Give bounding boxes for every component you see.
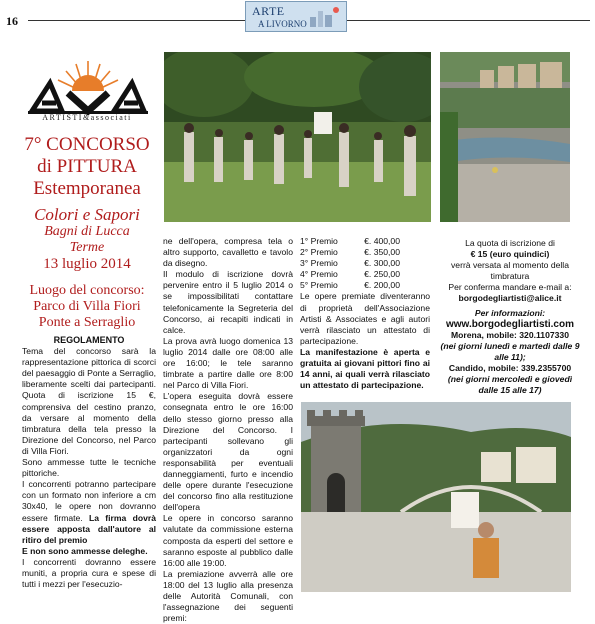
- masthead-illustration: [308, 5, 342, 27]
- paragraph: La prova avrà luogo domenica 13 luglio 2014 dalle ore 08:00 alle ore 16:00; le tele saranno timbrate a partire dalle ore 8:00 nel Parco di Villa Fiori.: [163, 335, 293, 391]
- prize-row: [300, 236, 430, 247]
- fee-note: verrà versata al momento della timbratura: [451, 260, 569, 282]
- prize-label: 3° Premio: [300, 258, 338, 269]
- bold-note: La manifestazione è aperta e gratuita ai giovani pittori fino ai 14 anni, ai quali verrà rilasciato un attestato di partecipazione.: [300, 346, 430, 391]
- subtitle-line-2: Bagni di Lucca: [44, 224, 130, 239]
- venue-label: Luogo del concorso:: [29, 283, 145, 298]
- column-rules-cont: [163, 236, 293, 624]
- prize-row: [300, 258, 430, 269]
- prize-label: 1° Premio: [300, 236, 338, 246]
- subtitle-line-3: Terme: [69, 240, 105, 255]
- photo-tower-and-painter: [301, 402, 571, 592]
- paragraph: Tema del concorso sarà la rappresentazione pittorica di scorci del paesaggio di Ponte a Serraglio, liberamente scelti dai partecipanti. Quota di iscrizione 15 €, comprensiva del cestino pranzo, da versare al momento della timbratura della tela presso la Direzione del Concorso, nel Parco di Villa Fiori.: [22, 346, 156, 456]
- masthead-title: ARTE: [252, 4, 285, 18]
- fee-amount: € 15 (euro quindici): [470, 249, 550, 260]
- prize-amount: €. 350,00: [364, 247, 400, 258]
- logo-brand: ARTISTI&associati: [42, 113, 132, 122]
- phone-morena: Morena, mobile: 320.1107330: [451, 329, 569, 340]
- paragraph: I concorrenti potranno partecipare con un formato non inferiore a cm 30x40, le opere non dovranno essere firmate.: [22, 479, 156, 523]
- subtitle: [14, 205, 160, 272]
- email-label: Per conferma mandare e-mail a:: [448, 282, 572, 293]
- prize-row: [300, 247, 430, 258]
- paragraph: La premiazione avverrà alle ore 18:00 del 13 luglio alla presenza delle Autorità Comunali, con l'assegnazione dei seguenti premi:: [163, 568, 293, 624]
- prize-amount: €. 250,00: [364, 269, 400, 280]
- photo-crowd-in-park: [164, 52, 431, 222]
- page-number: 16: [6, 14, 18, 28]
- venue-town: Ponte a Serraglio: [38, 315, 136, 330]
- title-line-3: Estemporanea: [33, 178, 141, 199]
- photo-river-village: [440, 52, 570, 222]
- paragraph: I concorrenti dovranno essere muniti, a propria cura e spese di tutti i mezzi per l'esecuzio-: [22, 556, 156, 590]
- prize-row: [300, 269, 430, 280]
- prize-amount: €. 300,00: [364, 258, 400, 269]
- paragraph: Il modulo di iscrizione dovrà pervenire entro il 5 luglio 2014 o se impossibilitati contattare telefonicamente la Segreteria del Concorso, ai recapiti indicati in calce.: [163, 269, 293, 335]
- prize-amount: €. 200,00: [364, 280, 400, 291]
- phone-candido-hours: (nei giorni mercoledì e giovedì dalle 15 alle 17): [447, 374, 573, 396]
- subtitle-date: 13 luglio 2014: [43, 256, 131, 272]
- column-contacts: [437, 238, 583, 396]
- prize-row: [300, 280, 430, 291]
- info-heading: Per informazioni:: [474, 307, 546, 318]
- prize-label: 5° Premio: [300, 280, 338, 291]
- phone-morena-hours: (nei giorni lunedì e martedì dalle 9 alle 11);: [440, 340, 580, 362]
- paragraph: Sono ammesse tutte le tecniche pittoriche.: [22, 457, 156, 479]
- website-link[interactable]: www.borgodegliartisti.com: [446, 318, 574, 330]
- masthead-subtitle: A LIVORNO: [258, 19, 307, 29]
- phone-candido: Candido, mobile: 339.2355700: [448, 363, 572, 374]
- masthead: [245, 1, 347, 32]
- title-line-1: 7° CONCORSO: [24, 134, 150, 155]
- prize-amount: €. 400,00: [364, 236, 400, 246]
- column-prizes: [300, 236, 430, 391]
- venue-park: Parco di Villa Fiori: [33, 299, 141, 314]
- paragraph: Le opere in concorso saranno valutate da commissione esterna composta da esperti del settore e saranno esposte al pubblico dalle 16:00 alle 19:00.: [163, 513, 293, 568]
- section-heading: REGOLAMENTO: [53, 335, 125, 345]
- bold-note: E non sono ammesse deleghe.: [22, 545, 148, 556]
- fee-line: La quota di iscrizione di: [465, 238, 555, 248]
- prize-list: [300, 236, 430, 291]
- venue-block: [14, 283, 160, 331]
- paragraph: ne dell'opera, compresa tela o altro supporto, cavalletto e tavolo da disegno.: [163, 236, 293, 269]
- email-address[interactable]: borgodegliartisti@alice.it: [458, 293, 562, 304]
- page-title: [14, 134, 160, 200]
- paragraph: L'opera eseguita dovrà essere consegnata entro le ore 16:00 dello stesso giorno presso alla Direzione del Concorso. I partecipanti sollevano gli organizzatori da ogni responsabilità per eventuali danneggiamenti, furto e incendio delle opere durante l'esecuzione del concorso fino alla restituzione dell'opera: [163, 391, 293, 513]
- subtitle-line-1: Colori e Sapori: [34, 205, 140, 224]
- prize-label: 2° Premio: [300, 247, 338, 258]
- title-line-2: di PITTURA: [37, 156, 137, 177]
- bold-note: La firma dovrà essere apposta dall'autore al ritiro del premio: [22, 512, 156, 545]
- column-regolamento: [22, 335, 156, 590]
- prize-label: 4° Premio: [300, 269, 338, 280]
- paragraph: Le opere premiate diventeranno di proprietà dell'Associazione Artisti & Associates e agli autori verrà rilasciato un attestato di partecipazione.: [300, 291, 430, 346]
